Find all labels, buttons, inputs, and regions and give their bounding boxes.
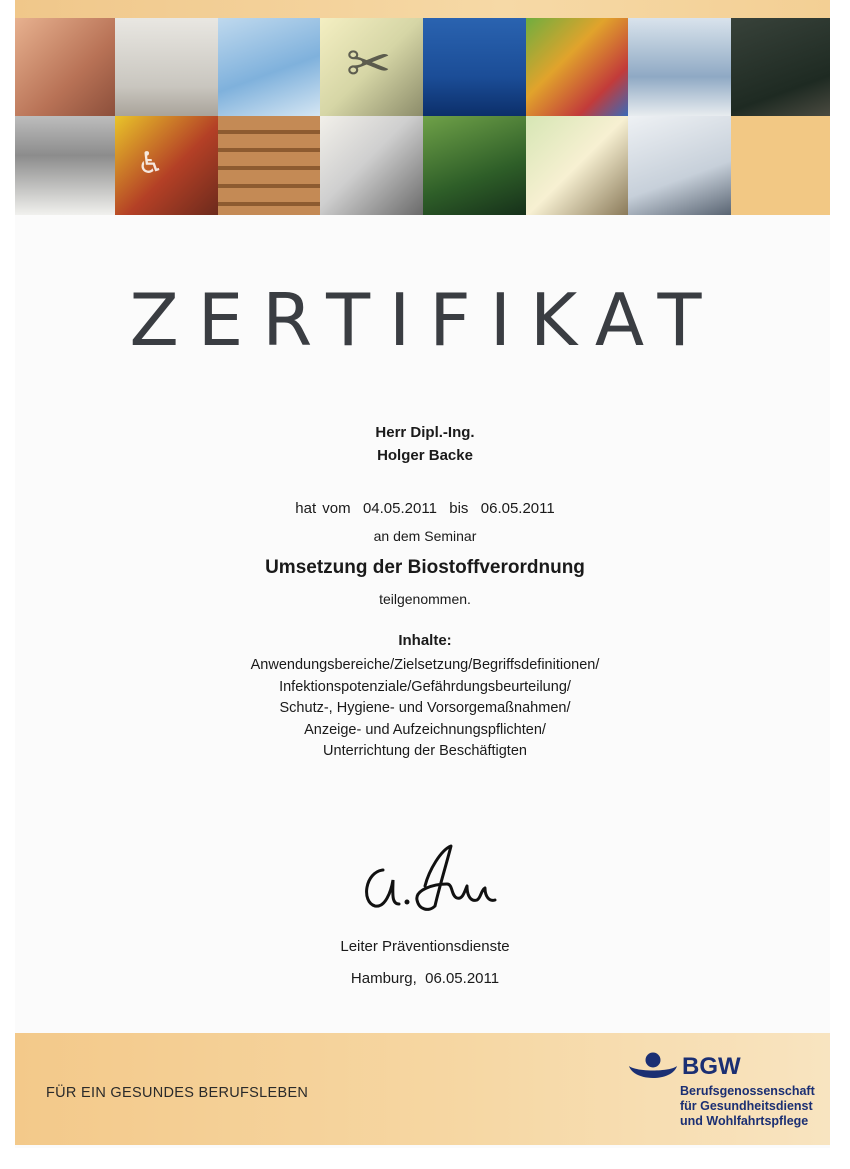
file-drawers-photo bbox=[218, 116, 320, 215]
recipient-name: Holger Backe bbox=[377, 447, 473, 464]
org-name-line3: und Wohlfahrtspflege bbox=[680, 1114, 809, 1128]
place-and-date: Hamburg, 06.05.2011 bbox=[350, 970, 500, 987]
blank-tile bbox=[731, 116, 830, 215]
top-color-band bbox=[15, 0, 830, 18]
footer-slogan: FÜR EIN GESUNDES BERUFSLEBEN bbox=[46, 1085, 309, 1101]
toy-blocks-photo bbox=[526, 18, 628, 116]
contents-item: Infektionspotenziale/Gefährdungsbeurteilung/ bbox=[279, 678, 571, 695]
contents-heading: Inhalte: bbox=[398, 632, 452, 649]
iv-drip-photo bbox=[423, 18, 526, 116]
handwritten-signature bbox=[355, 840, 500, 920]
contents-list bbox=[0, 655, 850, 763]
wheelchair-sign-photo: ♿ bbox=[115, 116, 218, 215]
bgw-logo-text: BGW bbox=[682, 1053, 741, 1080]
massage-photo bbox=[15, 18, 115, 116]
seminar-period: hat vom 04.05.2011 bis 06.05.2011 bbox=[295, 500, 555, 517]
bgw-logo-icon bbox=[628, 1052, 678, 1086]
photo-collage bbox=[15, 18, 830, 215]
stethoscope-photo bbox=[628, 116, 731, 215]
contents-item: Schutz-, Hygiene- und Vorsorgemaßnahmen/ bbox=[279, 700, 571, 716]
contents-item: Anwendungsbereiche/Zielsetzung/Begriffsdefinitionen/ bbox=[250, 657, 600, 673]
participation-text: teilgenommen. bbox=[379, 591, 471, 607]
recipient-title: Herr Dipl.-Ing. bbox=[375, 424, 475, 441]
signer-role: Leiter Präventionsdienste bbox=[340, 938, 510, 955]
org-name-line1: Berufsgenossenschaft bbox=[680, 1084, 815, 1098]
contents-item: Unterrichtung der Beschäftigten bbox=[323, 743, 527, 759]
org-name-line2: für Gesundheitsdienst bbox=[680, 1099, 813, 1113]
dental-chair-photo bbox=[115, 18, 218, 116]
contents-item: Anzeige- und Aufzeichnungspflichten/ bbox=[304, 721, 546, 738]
seminar-title: Umsetzung der Biostoffverordnung bbox=[265, 557, 585, 578]
computer-keyboard-photo bbox=[628, 18, 731, 116]
walker-photo bbox=[526, 116, 628, 215]
certificate-title: ZERTIFIKAT bbox=[129, 278, 721, 362]
syringe-photo bbox=[320, 116, 423, 215]
scissors-photo: ✂ bbox=[320, 18, 423, 116]
plant-photo bbox=[423, 116, 526, 215]
chalkboard-photo bbox=[731, 18, 830, 116]
seminar-intro: an dem Seminar bbox=[373, 528, 477, 544]
dental-mirror-photo bbox=[218, 18, 320, 116]
paperwork-photo bbox=[15, 116, 115, 215]
